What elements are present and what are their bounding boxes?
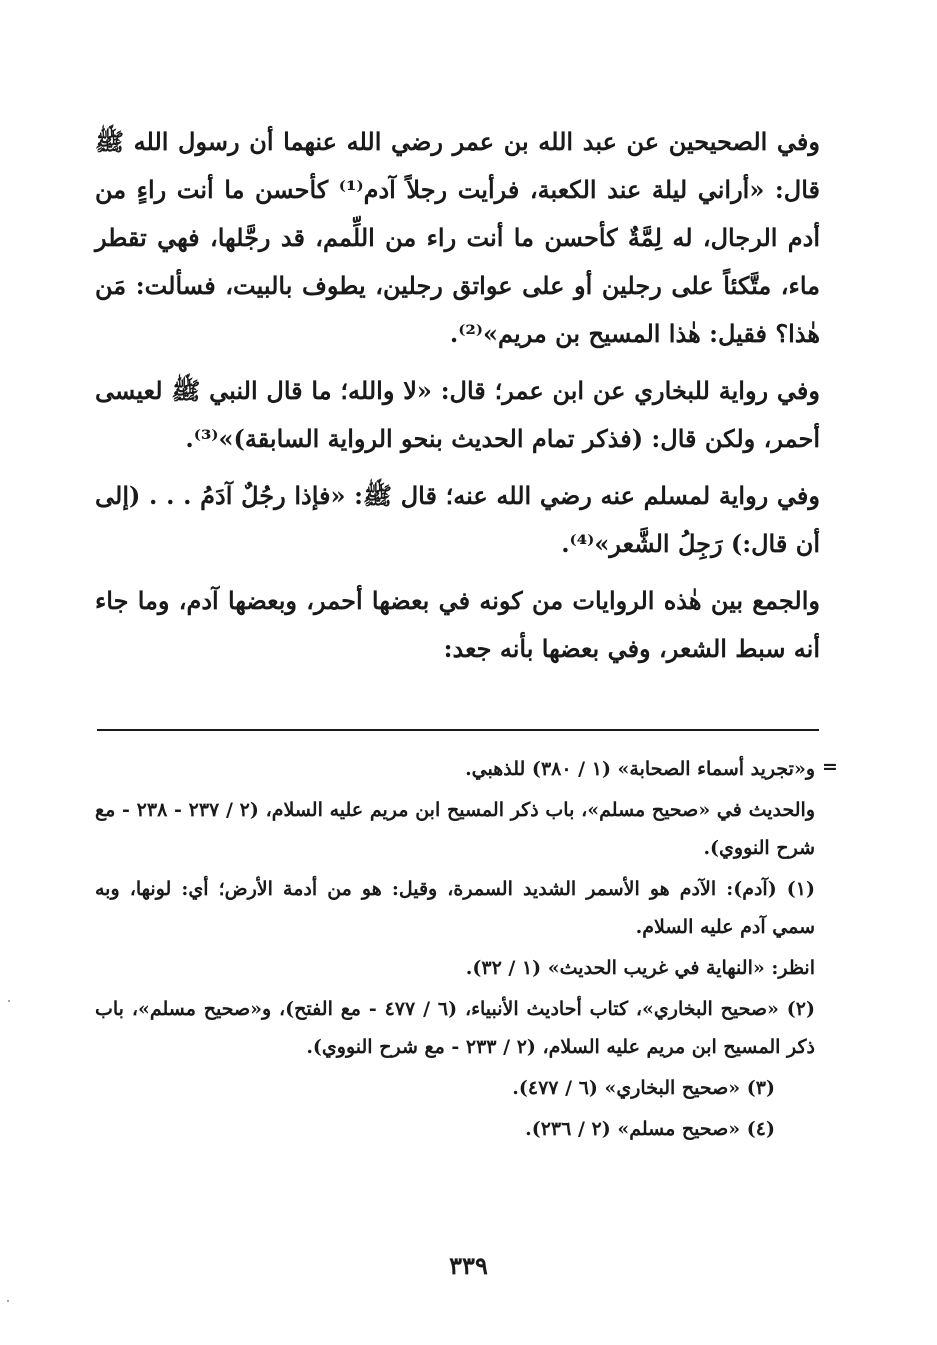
footnote-2-bukhari-muslim: (٢) «صحيح البخاري»، كتاب أحاديث الأنبياء، (٦ / ٤٧٧ - مع الفتح)، و«صحيح مسلم»، باب ذكر المسيح ابن مريم عليه السلام، (٢ / ٢٣٣ - مع شرح النووي). [95,998,815,1058]
scan-speck [7,1300,9,1302]
paragraph-muslim-narration: وفي رواية لمسلم عنه رضي الله عنه؛ قال ﷺ: «فإذا رجُلٌ آدَمُ . . . (إلى أن قال:) رَجِلُ الشَّعر»⁽⁴⁾. [95,481,820,558]
scan-speck [8,1000,10,1002]
footnote-separator-line [97,729,819,731]
paragraph-sahihain-hadith: وفي الصحيحين عن عبد الله بن عمر رضي الله عنهما أن رسول الله ﷺ قال: «أراني ليلة عند الكعبة، فرأيت رجلاً آدم⁽¹⁾ كأحسن ما أنت راءٍ من أدم الرجال، له لِمَّةٌ كأحسن ما أنت راء من اللِّمم، قد رجَّلها، فهي تقطر ماء، متَّكئاً على رجلين أو على عواتق رجلين، يطوف بالبيت، فسألت: مَن هٰذا؟ فقيل: هٰذا المسيح بن مريم»⁽²⁾. [95,127,820,348]
paragraph-bukhari-narration: وفي رواية للبخاري عن ابن عمر؛ قال: «لا والله؛ ما قال النبي ﷺ لعيسى أحمر، ولكن قال: (فذكر تمام الحديث بنحو الرواية السابقة)»⁽³⁾. [95,376,820,453]
footnote-line-tajrid: و«تجريد أسماء الصحابة» (١ / ٣٨٠) للذهبي. [465,758,815,780]
page-number: ٣٣٩ [449,1251,488,1280]
footnotes-section [95,750,815,1151]
main-text-body [95,118,820,682]
footnote-line-muslim-ref: والحديث في «صحيح مسلم»، باب ذكر المسيح ابن مريم عليه السلام، (٢ / ٢٣٧ - ٢٣٨ - مع شرح النووي). [95,799,816,859]
footnote-1-nihaya: انظر: «النهاية في غريب الحديث» (١ / ٣٢). [465,957,815,979]
footnote-4-muslim: (٤) «صحيح مسلم» (٢ / ٢٣٦). [525,1118,775,1140]
footnote-continuation-mark: = [822,756,838,778]
footnote-1-adam: (١) (آدم): الآدم هو الأسمر الشديد السمرة، وقيل: هو من أدمة الأرض؛ أي: لونها، وبه سمي آدم عليه السلام. [95,878,815,938]
paragraph-reconciliation: والجمع بين هٰذه الروايات من كونه في بعضها أحمر، وبعضها آدم، وما جاء أنه سبط الشعر، وفي بعضها بأنه جعد: [95,586,820,663]
footnote-3-bukhari: (٣) «صحيح البخاري» (٦ / ٤٧٧). [512,1077,775,1099]
